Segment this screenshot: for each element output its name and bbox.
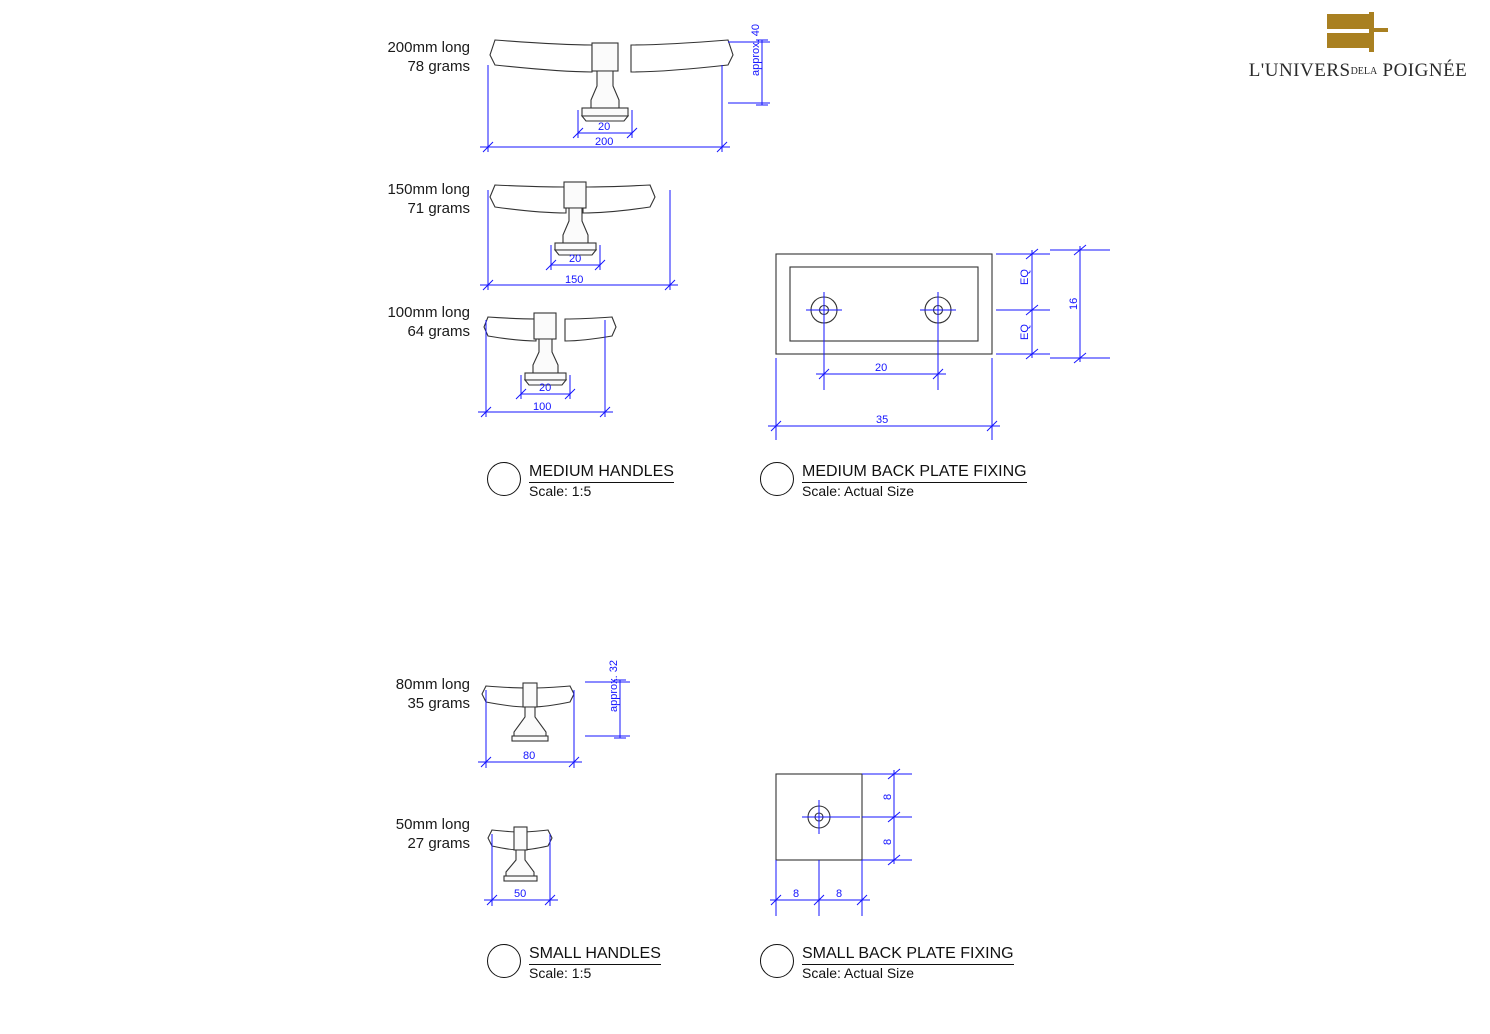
handle-200-drawing (470, 20, 800, 160)
dim-20-stem-150: 20 (569, 253, 582, 265)
dim-20-stem: 20 (598, 121, 611, 133)
handle-100-drawing (470, 295, 700, 425)
medium-backplate-title-block (760, 462, 1027, 499)
detail-bubble-icon (760, 462, 794, 496)
small-handles-scale: Scale: 1:5 (529, 965, 592, 981)
brand-name-tail: POIGNÉE (1382, 60, 1468, 81)
dim-small-bottom: 8 (882, 838, 894, 845)
medium-handles-title: MEDIUM HANDLES (529, 463, 674, 483)
medium-backplate-title: MEDIUM BACK PLATE FIXING (802, 463, 1027, 483)
small-backplate-title: SMALL BACK PLATE FIXING (802, 945, 1014, 965)
brand-mark-icon (1327, 12, 1389, 54)
detail-bubble-icon (487, 944, 521, 978)
dim-approx-32: approx. 32 (608, 660, 620, 712)
dim-plate-height: 16 (1068, 297, 1080, 310)
detail-bubble-icon (760, 944, 794, 978)
brand-name (1240, 60, 1476, 82)
dim-50-width: 50 (514, 888, 527, 900)
dim-20-stem-100: 20 (539, 382, 552, 394)
dim-150-width: 150 (565, 274, 584, 286)
handle-150-label: 150mm long 71 grams (387, 181, 470, 217)
medium-backplate-scale: Scale: Actual Size (802, 483, 915, 499)
dim-eq-bottom: EQ (1019, 324, 1031, 340)
handle-100-label: 100mm long 64 grams (387, 304, 470, 340)
handle-80-label: 80mm long 35 grams (395, 676, 470, 712)
handle-50-drawing (470, 810, 650, 920)
brand-logo (1240, 12, 1476, 96)
dim-approx-40: approx. 40 (750, 24, 762, 76)
dim-200-width: 200 (595, 136, 614, 148)
brand-name-la: LA (1363, 66, 1378, 77)
brand-name-de: DE (1350, 66, 1364, 77)
handle-50-label: 50mm long 27 grams (395, 816, 470, 852)
dim-hole-spacing: 20 (875, 362, 888, 374)
small-handles-title: SMALL HANDLES (529, 945, 661, 965)
dim-plate-width: 35 (876, 414, 889, 426)
dim-80-width: 80 (523, 750, 536, 762)
medium-handles-scale: Scale: 1:5 (529, 483, 592, 499)
medium-handles-title-block (487, 462, 674, 499)
dim-eq-top: EQ (1019, 269, 1031, 285)
dim-100-width: 100 (533, 401, 552, 413)
small-handles-title-block (487, 944, 661, 981)
dim-small-right: 8 (836, 888, 843, 900)
small-backplate-drawing (760, 760, 990, 940)
handle-200-label: 200mm long 78 grams (387, 39, 470, 75)
handle-80-drawing (470, 660, 690, 780)
small-backplate-title-block (760, 944, 1014, 981)
brand-name-main: L'UNIVERS (1248, 60, 1351, 81)
dim-small-left: 8 (793, 888, 800, 900)
medium-backplate-drawing (760, 240, 1140, 450)
detail-bubble-icon (487, 462, 521, 496)
small-backplate-scale: Scale: Actual Size (802, 965, 915, 981)
handle-150-drawing (470, 165, 730, 305)
dim-small-top: 8 (882, 793, 894, 800)
